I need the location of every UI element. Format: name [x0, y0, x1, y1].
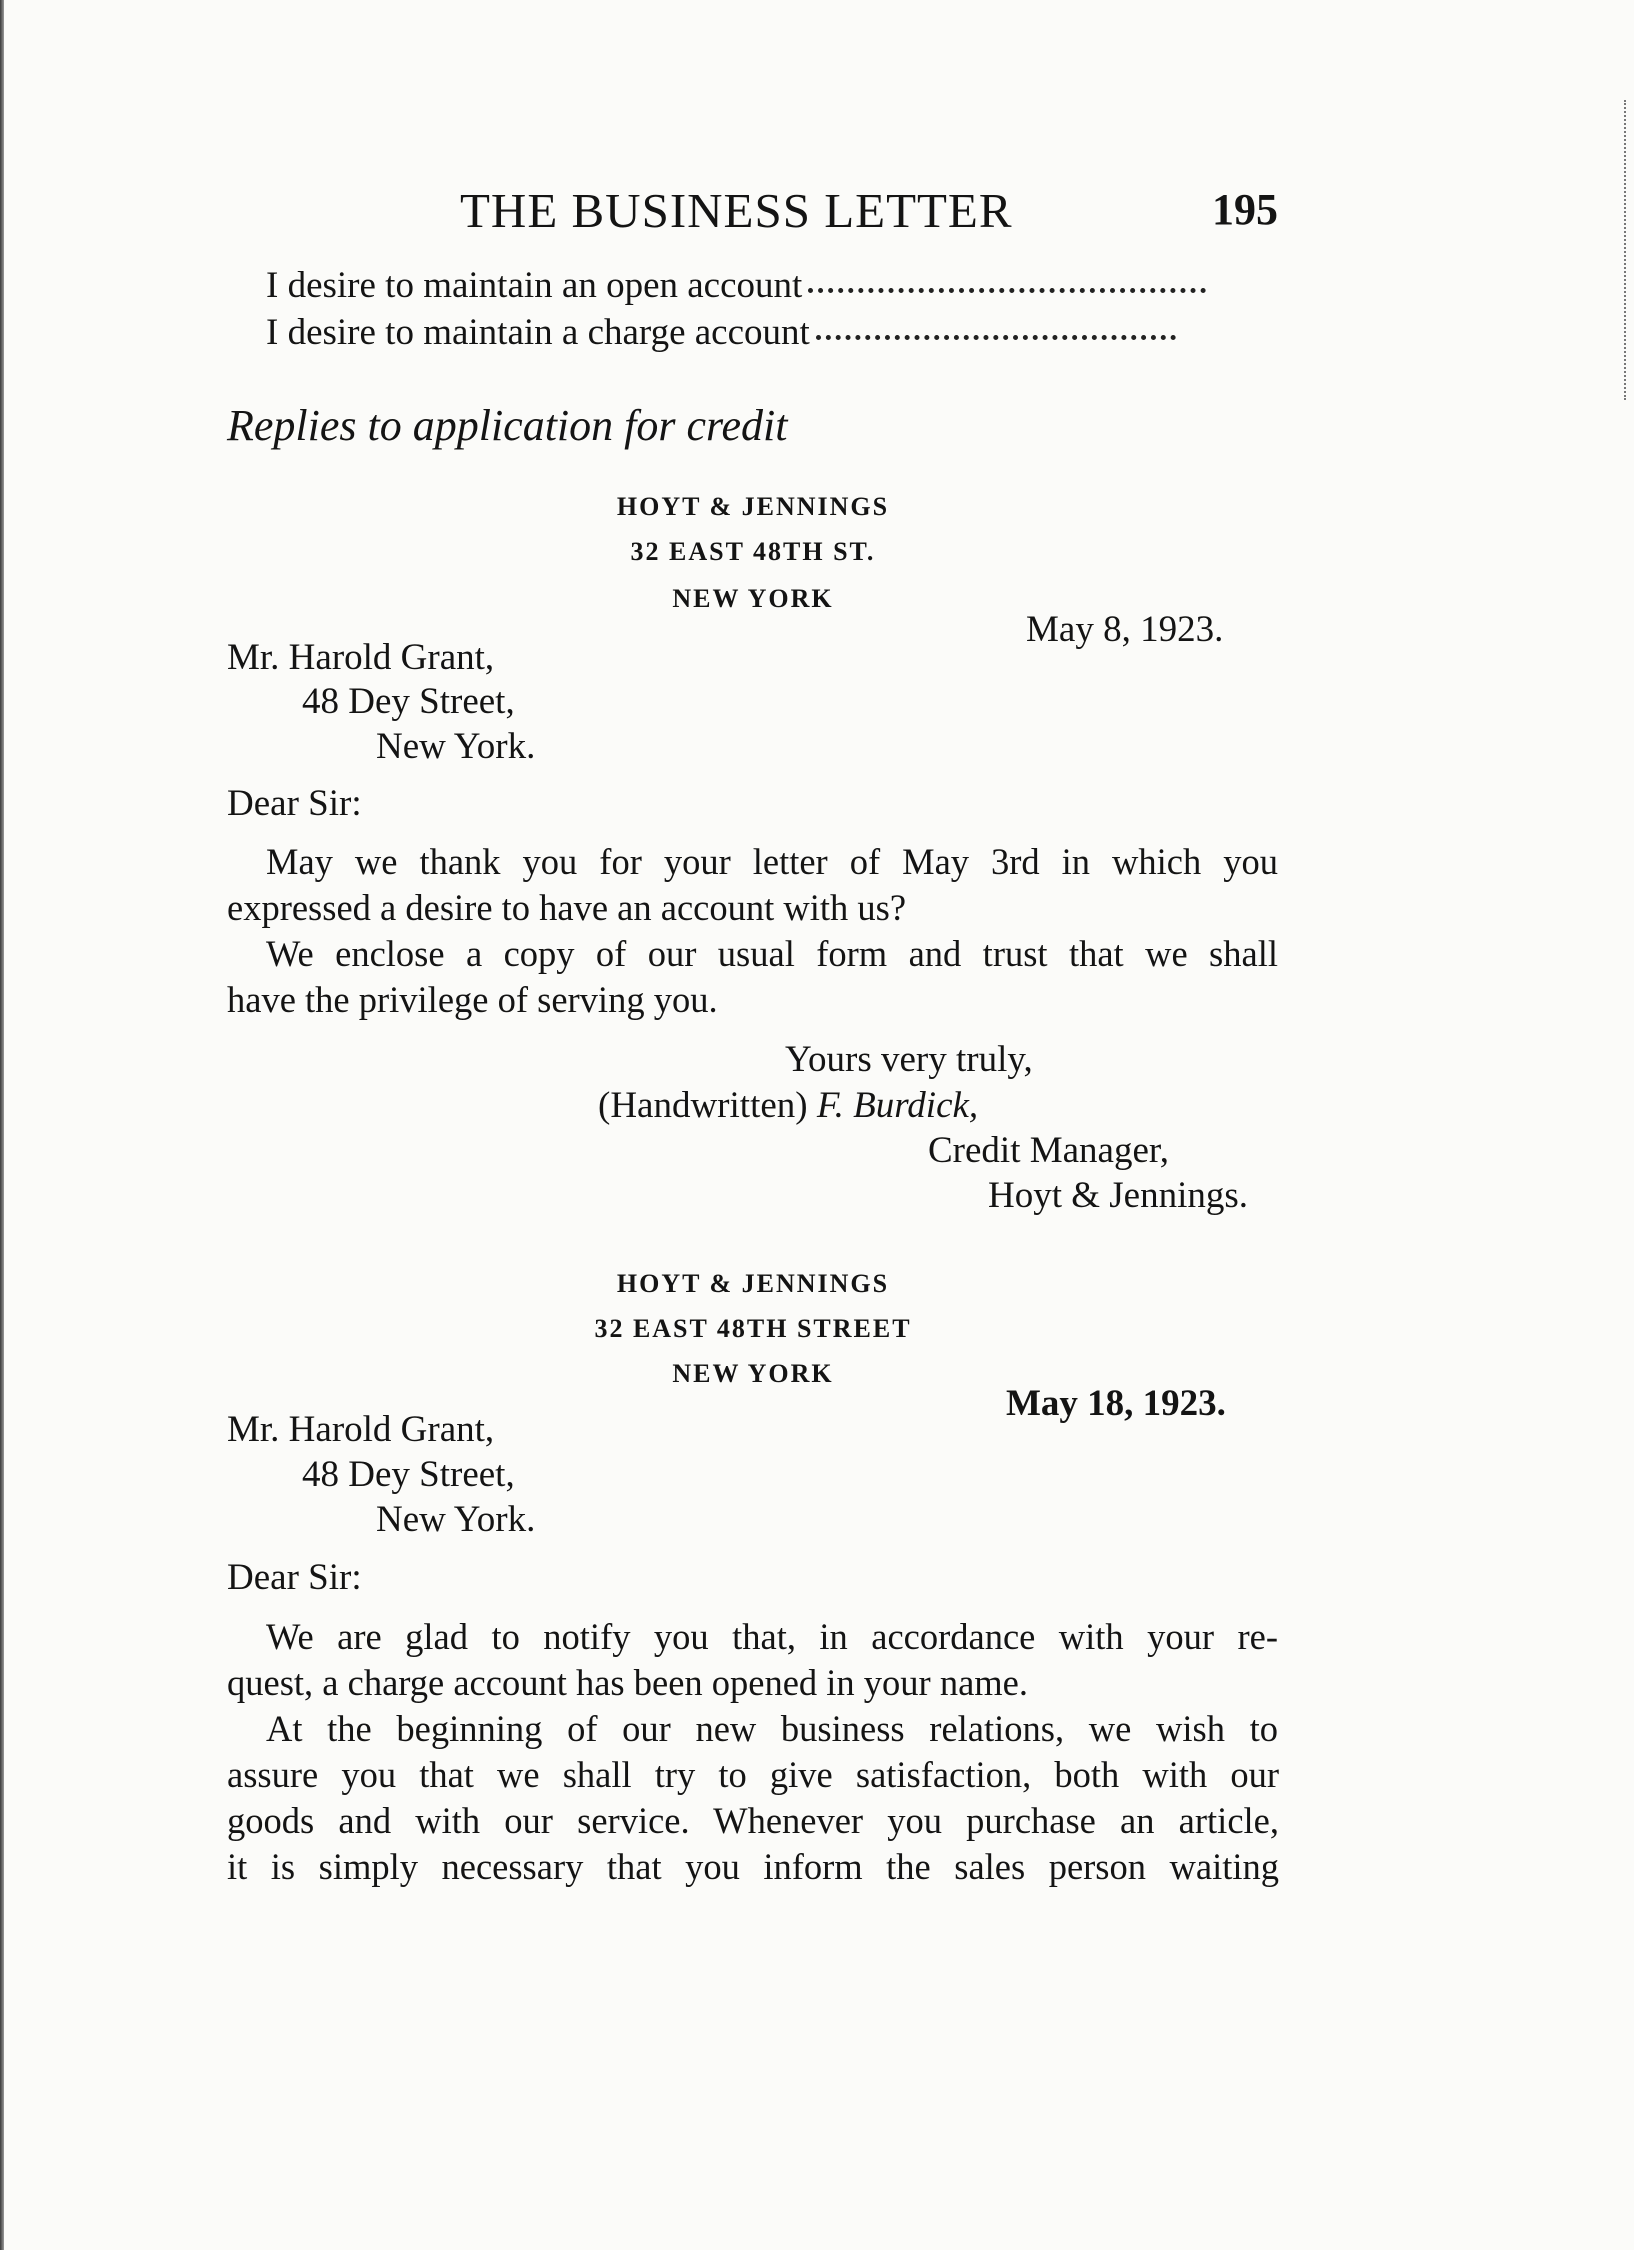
page-number: 195 [1212, 185, 1278, 234]
letter1-salutation: Dear Sir: [227, 783, 362, 824]
letter2-salutation: Dear Sir: [227, 1557, 362, 1598]
letter2-body-line: quest, a charge account has been opened in your name. [227, 1662, 1029, 1703]
letter1-body-line: May we thank you for your letter of May 3rd in which you [266, 841, 1278, 882]
letter1-signature-line [598, 1084, 978, 1127]
letter1-letterhead-city: NEW YORK [672, 584, 834, 613]
letter1-body-line: We enclose a copy of our usual form and trust that we shall [266, 933, 1278, 974]
letter2-letterhead-city: NEW YORK [672, 1359, 834, 1388]
letter2-date: May 18, 1923. [1006, 1383, 1226, 1424]
letter2-address-name: Mr. Harold Grant, [227, 1409, 495, 1450]
dot-leader [808, 288, 1206, 293]
letter1-closing: Yours very truly, [785, 1039, 1033, 1080]
letter1-signature-title: Credit Manager, [928, 1130, 1169, 1171]
letter2-letterhead-street: 32 EAST 48TH STREET [594, 1314, 912, 1343]
letter1-body-line: have the privilege of serving you. [227, 979, 718, 1020]
letter2-body-line: it is simply necessary that you inform the sales person waiting [227, 1846, 1279, 1887]
letter2-body-line: goods and with our service. Whenever you purchase an article, [227, 1800, 1279, 1841]
form-line-open-account [266, 264, 1206, 307]
form-line-text: I desire to maintain an open account [266, 265, 803, 306]
letter1-signature-company: Hoyt & Jennings. [988, 1175, 1249, 1216]
letter2-address-street: 48 Dey Street, [302, 1454, 515, 1495]
form-line-charge-account [266, 311, 1176, 354]
letter2-body-line: We are glad to notify you that, in accordance with your re- [266, 1616, 1278, 1657]
signature-name: F. Burdick, [816, 1085, 979, 1126]
letter1-letterhead-name: HOYT & JENNINGS [616, 492, 890, 521]
letter1-address-name: Mr. Harold Grant, [227, 637, 495, 678]
letter1-date: May 8, 1923. [1026, 609, 1224, 650]
letter2-letterhead-name: HOYT & JENNINGS [616, 1269, 890, 1298]
section-heading: Replies to application for credit [227, 401, 788, 450]
letter1-address-street: 48 Dey Street, [302, 681, 515, 722]
page-edge-left [0, 0, 4, 2250]
signature-note: (Handwritten) [598, 1085, 808, 1126]
letter2-body-line: assure you that we shall try to give satisfaction, both with our [227, 1754, 1279, 1795]
letter2-body-line: At the beginning of our new business relations, we wish to [266, 1708, 1278, 1749]
page-edge-right [1624, 100, 1632, 400]
running-head: THE BUSINESS LETTER [460, 183, 1013, 238]
letter1-letterhead-street: 32 EAST 48TH ST. [630, 537, 876, 566]
letter1-address-city: New York. [376, 726, 536, 767]
dot-leader [816, 335, 1176, 340]
letter1-body-line: expressed a desire to have an account with us? [227, 887, 907, 928]
form-line-text: I desire to maintain a charge account [266, 312, 810, 353]
letter2-address-city: New York. [376, 1499, 536, 1540]
